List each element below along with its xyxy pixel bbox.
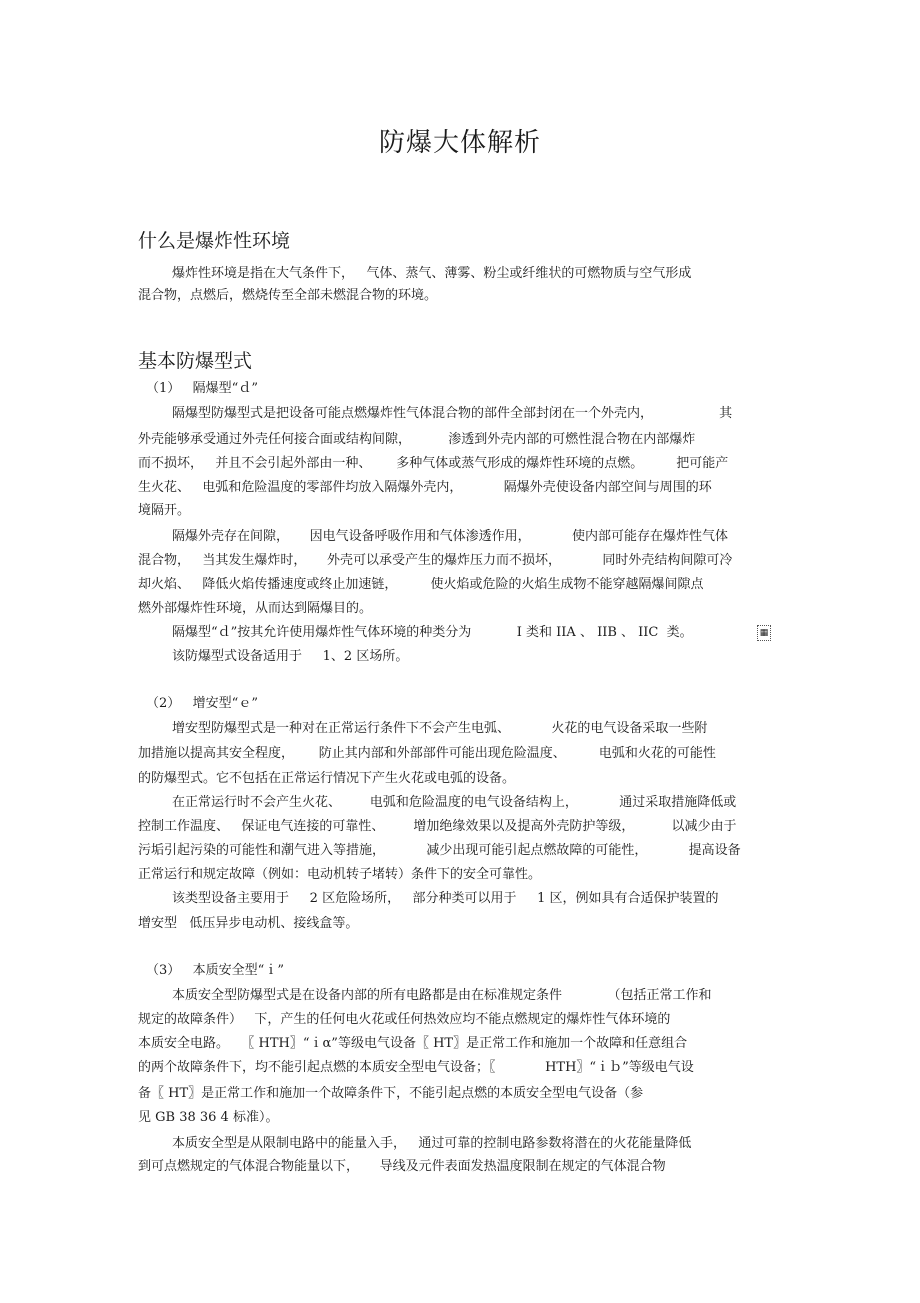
paragraph-line: 爆炸性环境是指在大气条件下， 气体、蒸气、薄雾、粉尘或纤维状的可燃物质与空气形成 [172,266,692,281]
paragraph-line: 正常运行和规定故障（例如：电动机转子堵转）条件下的安全可靠性。 [138,867,542,882]
paragraph-line: 本质安全电路。 〖 HTH〗“ｉα”等级电气设备〖 HT〗是正常工作和施加一个故障和任意组合 [138,1036,688,1051]
paragraph-line: 该类型设备主要用于 2 区危险场所， 部分种类可以用于 1 区，例如具有合适保护装置的 [172,891,719,906]
paragraph-line: 规定的故障条件） 下，产生的任何电火花或任何热效应均不能点燃规定的爆炸性气体环境的 [138,1012,671,1027]
paragraph-line: 而不损坏， 并且不会引起外部由一种、 多种气体或蒸气形成的爆炸性环境的点燃。 把可能产 [138,456,729,471]
paragraph-line: 本质安全型是从限制电路中的能量入手， 通过可靠的控制电路参数将潜在的火花能量降低 [172,1136,692,1151]
paragraph-line: 加措施以提高其安全程度， 防止其内部和外部部件可能出现危险温度、 电弧和火花的可能性 [138,746,716,761]
paragraph-line: 隔爆型防爆型式是把设备可能点燃爆炸性气体混合物的部件全部封闭在一个外壳内， 其 [172,406,733,421]
paragraph-line: 该防爆型式设备适用于 1、2 区场所。 [172,649,409,664]
paragraph-line: 增安型 低压异步电动机、接线盒等。 [138,916,359,931]
paragraph-line: 见 GB 38 36 4 标准）。 [138,1110,279,1125]
paragraph-line: 增安型防爆型式是一种对在正常运行条件下不会产生电弧、 火花的电气设备采取一些附 [172,721,708,736]
subsection-label-d: （1） 隔爆型“ｄ” [146,381,258,396]
subsection-label-i: （3） 本质安全型“ｉ” [146,963,284,978]
paragraph-line: 燃外部爆炸性环境，从而达到隔爆目的。 [138,601,373,616]
paragraph-line: 的两个故障条件下，均不能引起点燃的本质安全型电气设备；〖 HTH〗“ｉｂ”等级电气设 [138,1060,694,1075]
paragraph-line: 混合物， 当其发生爆炸时， 外壳可以承受产生的爆炸压力而不损坏， 同时外壳结构间隙可冷 [138,553,733,568]
paragraph-line: 隔爆外壳存在间隙， 因电气设备呼吸作用和气体渗透作用， 使内部可能存在爆炸性气体 [172,529,728,544]
paragraph-line: 污垢引起污染的可能性和潮气进入等措施， 减少出现可能引起点燃故障的可能性， 提高设备 [138,843,741,858]
section-heading-protection-types: 基本防爆型式 [138,350,253,372]
paragraph-line: 却火焰、 降低火焰传播速度或终止加速链， 使火焰或危险的火焰生成物不能穿越隔爆间隙点 [138,577,704,592]
paragraph-line: 的防爆型式。它不包括在正常运行情况下产生火花或电弧的设备。 [138,771,516,786]
paragraph-line: 本质安全型防爆型式是在设备内部的所有电路都是由在标准规定条件 （包括正常工作和 [172,988,712,1003]
paragraph-line: 备〖 HT〗是正常工作和施加一个故障条件下，不能引起点燃的本质安全型电气设备（参 [138,1086,644,1101]
embedded-glyph-icon: ▦ [757,625,771,641]
paragraph-line: 控制工作温度、 保证电气连接的可靠性、 增加绝缘效果以及提高外壳防护等级， 以减少由于 [138,819,737,834]
paragraph-line: 混合物，点燃后，燃烧传至全部未燃混合物的环境。 [138,288,438,303]
section-heading-explosive-atmosphere: 什么是爆炸性环境 [138,230,291,252]
paragraph-line: 生火花、 电弧和危险温度的零部件均放入隔爆外壳内， 隔爆外壳使设备内部空间与周围的环 [138,480,712,495]
paragraph-line: 到可点燃规定的气体混合物能量以下， 导线及元件表面发热温度限制在规定的气体混合物 [138,1159,666,1174]
subsection-label-e: （2） 增安型“ｅ” [146,696,258,711]
paragraph-line: 境隔开。 [138,503,191,518]
page-title: 防爆大体解析 [378,128,541,158]
paragraph-line: 外壳能够承受通过外壳任何接合面或结构间隙， 渗透到外壳内部的可燃性混合物在内部爆炸 [138,432,696,447]
paragraph-line: 在正常运行时不会产生火花、 电弧和危险温度的电气设备结构上， 通过采取措施降低或 [172,795,737,810]
paragraph-line: 隔爆型“ｄ”按其允许使用爆炸性气体环境的种类分为 I 类和 IIA 、 IIB 、 IIC 类。 [172,625,693,640]
